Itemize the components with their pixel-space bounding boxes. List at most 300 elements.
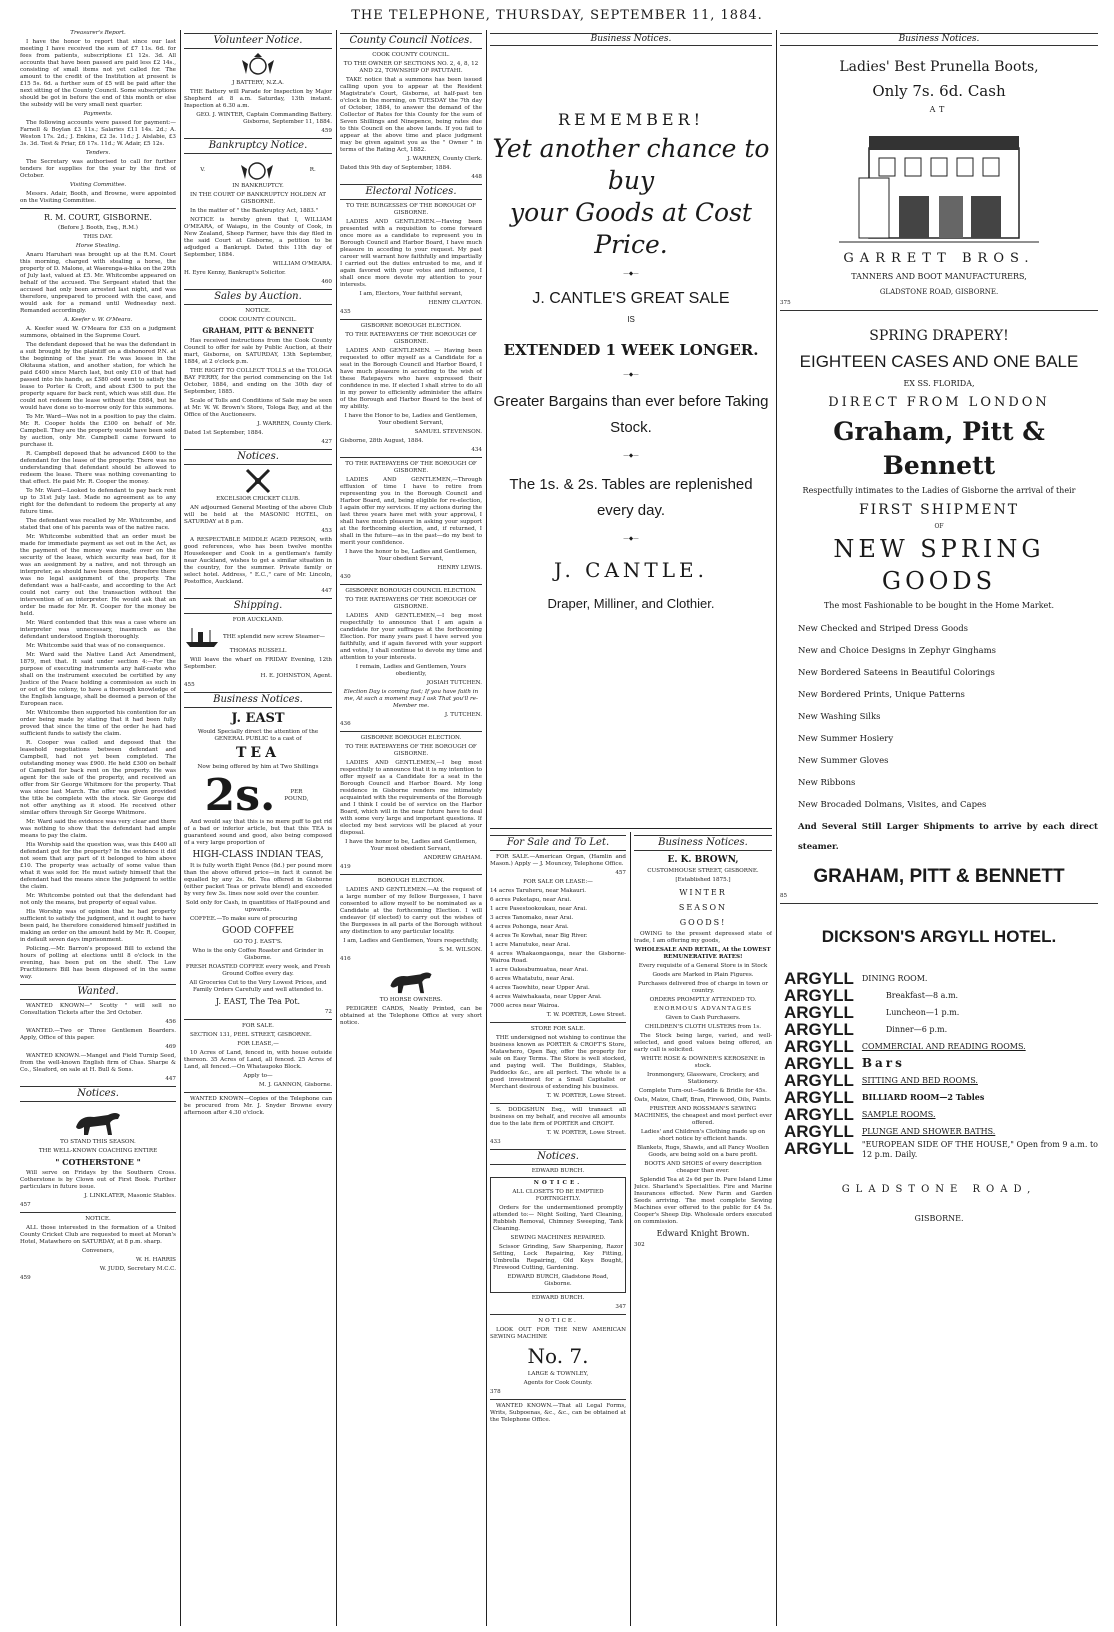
store-sign: T. W. PORTER, Lowe Street. <box>546 1093 626 1099</box>
election-head: BOROUGH ELECTION. <box>377 878 445 884</box>
store-title: STORE FOR SALE. <box>530 1026 586 1032</box>
auction-sign: J. WARREN, County Clerk. <box>257 421 332 427</box>
bankruptcy-matter: In the matter of " the Bankruptcy Act, 1883." <box>190 208 319 214</box>
brown-teas: Splendid Tea at 2s 6d per lb. Pure Island Lime Juice. Sharland's Specialities. Fire and Marine Insurances effected. New Farm and Garden Seeds arriving. The most complete Sewing Machines ever offered to the public for £4 5s. Cooper's Sheep Dip. Wholesale orders executed on commission. <box>634 1177 772 1225</box>
ship-body: Will leave the wharf on FRIDAY Evening, 12th September. <box>184 657 332 670</box>
tea-more: And would say that this is no mere puff to get rid of a bad or inferior article, but that this TEA is guaranteed sound and good, also being composed of a very large proportion of <box>184 819 332 846</box>
is-word: IS <box>627 315 635 324</box>
notices-heading: Notices. <box>184 449 332 465</box>
election-date: Gisborne, 28th August, 1884. <box>340 438 424 444</box>
ad-number: 435 <box>340 309 351 315</box>
hotel-item: COMMERCIAL AND READING ROOMS. <box>861 1042 1026 1051</box>
election-to: TO THE RATEPAYERS OF THE BOROUGH OF GISBORNE. <box>345 597 477 610</box>
townley-name: LARGE & TOWNLEY, <box>527 1371 589 1377</box>
hotel-item: Breakfast—8 a.m. <box>885 991 959 1000</box>
argyll-word: ARGYLL <box>784 1122 854 1141</box>
cost-price-line-2: your Goods at Cost Price. <box>510 198 752 259</box>
steamship-icon <box>184 626 220 648</box>
lease-item: 4 acres Waiwhakaata, near Upper Arai. <box>490 994 602 1000</box>
gpb-footer: GRAHAM, PITT & BENNETT <box>813 866 1065 887</box>
new-spring-goods: NEW SPRING GOODS <box>833 535 1045 595</box>
lease-item: 7000 acres near Wairoa. <box>490 1003 560 1009</box>
column-rule <box>180 30 181 1626</box>
ad-number: 427 <box>321 439 332 445</box>
bankruptcy-body: NOTICE is hereby given that I, WILLIAM O'MEARA, of Waiapu, in the County of Cook, in New Zealand, Sheep Farmer, have this day filed in the said Court at Gisborne, a petition to be adjudged a Bankrupt. Dated this 11th day of September, 1884. <box>184 217 332 258</box>
business-heading: Business Notices. <box>634 835 772 851</box>
per-pound: PER POUND, <box>284 789 309 802</box>
boots-ad: Ladies' Best Prunella Boots, <box>839 59 1039 75</box>
hotel-item: Luncheon—1 p.m. <box>885 1008 960 1017</box>
horse-illustration <box>68 1105 128 1137</box>
argyll-word: ARGYLL <box>784 1139 854 1158</box>
spring-drapery: SPRING DRAPERY! <box>869 328 1009 344</box>
notice2-body: ALL those interested in the formation of a United County Cricket Club are requested to meet at Moran's Hotel, Matawhero on SATURDAY, at 8 p.m. sharp. <box>20 1225 176 1245</box>
ad-number: 455 <box>184 682 195 688</box>
brown-wholesale: WHOLESALE AND RETAIL, At the LOWEST REMUNERATIVE RATES! <box>635 947 771 960</box>
royal-crest-icon <box>236 52 280 78</box>
owner-body: TAKE notice that a summons has been issued calling upon you to appear at the Resident Magistrate's Court, Gisborne, at half-past ten o'clock in the morning, on TUESDAY the 7th day of October, 1884, to answer the demand of the Collector of Rates for this County for the sum of Seven Shillings and Ninepence, being rates due to this Council on the above lands. If you fail to appear at the above time and place judgment may be given against you as the " Owner " in terms of the Rating Act, 1882. <box>340 77 482 153</box>
lease-item: 4 acres Pohonga, near Arai. <box>490 924 569 930</box>
extended-week: EXTENDED 1 WEEK LONGER. <box>503 341 759 359</box>
gpb-title: Graham, Pitt & Bennett <box>833 417 1045 480</box>
brown-sewing: FRISTER AND ROSSMAN'S SEWING MACHINES, the cheapest and most perfect ever offered. <box>634 1106 772 1126</box>
closet-detail: Orders for the undermentioned promptly attended to:— Night Soiling, Yard Cleaning, Rubbish Removal, Chimney Sweeping, Tank Cleaning. <box>493 1205 623 1232</box>
keefer-para: Mr. Whitcombe pointed out that the defendant had not only the means, but property of equal value. <box>20 893 176 906</box>
dodgshun-sign: T. W. PORTER, Lowe Street. <box>546 1130 626 1136</box>
lease-item: 1 acre Manutuke, near Arai. <box>490 942 571 948</box>
election-sign: HENRY LEWIS. <box>437 565 482 571</box>
indian-teas: HIGH-CLASS INDIAN TEAS, <box>192 850 324 860</box>
east-title: J. EAST <box>231 711 285 726</box>
payments-title: Payments. <box>83 111 113 117</box>
for-lease: FOR LEASE,— <box>237 1041 279 1047</box>
hotel-item: PLUNGE AND SHOWER BATHS. <box>861 1127 996 1136</box>
brown-requisite: Every requisite of a General Store is in Stock <box>638 963 768 969</box>
argyll-word: ARGYLL <box>784 969 854 988</box>
business-heading: Business Notices. <box>184 692 332 708</box>
wanted-heading: Wanted. <box>20 984 176 1000</box>
hotel-item: Dinner—6 p.m. <box>885 1025 948 1034</box>
court-sub: (Before J. Booth, Esq., R.M.) <box>58 225 138 231</box>
visiting-body: Messrs. Adair, Booth, and Browne, were appointed on the Visiting Committee. <box>20 191 176 204</box>
column-4a-for-sale <box>490 832 626 1626</box>
townley-agents: Agents for Cook County. <box>523 1380 593 1386</box>
lease-items: 10 Acres of Land, fenced in, with house outside thereon. 35 Acres of Land, all fenced. 25 Acres of Land, all fenced.—On Whataupoko Block. <box>184 1050 332 1070</box>
burch-foot: EDWARD BURCH. <box>531 1295 585 1301</box>
stud-title: TO STAND THIS SEASON. <box>60 1139 136 1145</box>
election-to: TO THE RATEPAYERS OF THE BOROUGH OF GISBORNE. <box>345 744 477 757</box>
notices-heading: Notices. <box>490 1149 626 1165</box>
tables-text: The 1s. & 2s. Tables are replenished every day. <box>509 476 753 519</box>
election-body: LADIES AND GENTLEMEN,—I beg most respectfully to announce that it is my intention to offer myself as a Candidate for a seat in the Borough Council and Harbor Board. My long residence in Gisborne renders me intimately acquainted with the requirements of the Borough and I think I could be of service on the Harbor Board, which will in the near future have to deal with some very large and important questions. If elected my best services will be placed at your disposal. <box>340 760 482 836</box>
ad-number: 347 <box>615 1304 626 1310</box>
brown-marked: Goods are Marked in Plain Figures. <box>652 972 754 978</box>
brown-owing: OWING to the present depressed state of trade, I am offering my goods, <box>634 931 772 944</box>
keefer-para: The defendant was recalled by Mr. Whitcombe, and stated that one of his parents was of the native race. <box>20 518 176 531</box>
keefer-para: Mr. Ward contended that this was a case where an interpreter was unnecessary, inasmuch as the defendant understood English thoroughly. <box>20 620 176 640</box>
eighteen-cases: EIGHTEEN CASES AND ONE BALE <box>799 352 1079 371</box>
brown-boots: BOOTS AND SHOES of every description cheaper than ever. <box>644 1161 762 1174</box>
argyll-word: ARGYLL <box>784 1088 854 1107</box>
apply-to: Apply to— <box>243 1073 273 1079</box>
storefront-illustration <box>839 118 1039 248</box>
election-sign: SAMUEL STEVENSON. <box>414 429 482 435</box>
notice2-sign: W. JUDD, Secretary M.C.C. <box>99 1266 176 1272</box>
vr-v: V. <box>200 166 206 173</box>
election-body: LADIES AND GENTLEMEN.—Having been presented with a requisition to come forward once more as a candidate to represent you in Borough Council and Harbor Board, I have much pleasure in acceding to your request. My past career will warrant how faithfully and impartially I carried out the duties entrusted to me, and if again favored with your votes and influence, I shall once more devote my attention to your interests. <box>340 219 482 288</box>
election-head: GISBORNE BOROUGH ELECTION. <box>360 323 462 329</box>
notice2-sign: W. H. HARRIS <box>135 1257 176 1263</box>
keefer-para: R. Campbell deposed that he advanced £400 to the defendant for the lease of the property. There was no understanding that defendant should be allowed to redeem the lease. There was nothing covenanting to that effect. He paid Mr. R. Cooper the money. <box>20 451 176 485</box>
ad-number: 434 <box>471 447 482 453</box>
for-sale: FOR SALE. <box>242 1023 274 1029</box>
ad-number: 469 <box>165 1044 176 1050</box>
good-coffee: GOOD COFFEE <box>222 926 294 936</box>
ad-number: 430 <box>340 574 351 580</box>
notices-heading: Notices. <box>20 1086 176 1102</box>
ad-number: 375 <box>780 300 791 306</box>
election-sign: S. M. WILSON. <box>439 947 482 953</box>
election-sign: J. TUTCHEN. <box>444 712 482 718</box>
dodgshun-ad: S. DODGSHUN Esq., will transact all business on my behalf, and receive all amounts due to the late firm of PORTER and CROFT. <box>490 1107 626 1127</box>
ad-number: 448 <box>471 174 482 180</box>
election-body: LADIES AND GENTLEMEN.—At the request of a large number of my fellow Burgesses, I have consented to allow myself to be nominated as a Candidate at the forthcoming Election. I will endeavor (if elected) to carry out the wishes of the Burgesses in all parts of the Borough without any distinction to any particular locality. <box>340 887 482 935</box>
brown-advantages: ENORMOUS ADVANTAGES <box>653 1006 753 1012</box>
brown-stock: The Stock being large, varied, and well-selected, and good values being offered, an early call is solicited. <box>634 1033 772 1053</box>
ad-number: 459 <box>321 128 332 134</box>
in-bankruptcy: IN BANKRUPTCY. <box>232 183 284 189</box>
brown-oats: Oats, Maize, Chaff, Bran, Firewood, Oils, Paints. <box>634 1097 772 1103</box>
horse-body: Anaru Haruhari was brought up at the R.M. Court this morning, charged with stealing a horse, the property of D. Malone, at Waerenga-a-hika on the 29th of July last, valued at £5. Mr. Whitcombe appeared on behalf of the accused. The Sergeant stated that the accused had only been arrested last night, and was therefore, unprepared to proceed with the case, and would ask for a remand until Wednesday next. Remanded accordingly. <box>20 252 176 314</box>
hotel-item: DINING ROOM. <box>861 974 928 983</box>
keefer-para: Mr. Whitcombe said that was of no consequence. <box>26 643 166 649</box>
steamer-text: THE splendid new screw Steamer— <box>223 633 325 640</box>
election-close: I remain, Ladies and Gentlemen, Yours obediently, <box>355 664 467 677</box>
keefer-para: His Worship said the question was, was this £400 all defendant got for the property? In the evidence it did not seem that any part of it belonged to him above £10. The property was actually of some value than what it was sold for. He must satisfy himself that the defendant had the means since the judgment to settle the claim. <box>20 842 176 890</box>
argyll-word: ARGYLL <box>784 1105 854 1124</box>
column-4b-brown <box>634 832 772 1626</box>
election-close: I have the Honor to be, Ladies and Gentlemen, Your obedient Servant, <box>344 413 478 426</box>
keefer-para: Mr. Whitcombe then supported his contention for an order being made by stating that it had been fully proved that since the time of the order he had had sufficient funds to satisfy the claim. <box>20 710 176 737</box>
brown-established: [Established 1875.] <box>675 877 731 883</box>
auction-body: Has received instructions from the Cook County Council to offer for sale by Public Auction, at their mart, Gisborne, on SATURDAY, 13th September, 1884, at 2 o'clock p.m. <box>184 338 332 365</box>
tenders-body: The Secretary was authorised to call for further tenders for supplies for the year by the first of October. <box>20 159 176 179</box>
stud-body: THE WELL-KNOWN COACHING ENTIRE <box>38 1148 158 1154</box>
bankruptcy-solicitor: H. Eyre Kenny, Bankrupt's Solicitor. <box>184 270 286 276</box>
lease-item: 4 acres Taowhito, near Upper Arai. <box>490 985 590 991</box>
lease-item: 4 acres Te Kowhai, near Big River. <box>490 933 588 939</box>
brown-delivered: Purchases delivered free of charge in town or country. <box>638 981 768 994</box>
report-body: I have the honor to report that since our last meeting I have received the sum of £7 11s. 6d. for fees from patients, subscriptions £1 12s. 3d. All accounts that have been passed are paid less £2 14s., consisting of small items not yet called for. The amount to the credit of the Institution at present is £15 5s. 6d. a further sum of £5 will be paid after the next sitting of the County Council. Some subscriptions should be got in before the end of this month or else the subsidy will be very small next quarter. <box>20 39 176 108</box>
argyll-word: ARGYLL <box>784 986 854 1005</box>
ad-number: 419 <box>340 864 351 870</box>
election-head: GISBORNE BOROUGH ELECTION. <box>360 735 462 741</box>
lease-item: 14 acres Taruheru, near Makauri. <box>490 888 586 894</box>
brown-name: E. K. BROWN, <box>667 855 739 865</box>
first-shipment: FIRST SHIPMENT <box>858 502 1020 518</box>
brown-turnout: Complete Turn-out—Saddle & Bridle for 45s. <box>639 1088 767 1094</box>
ship-name: THOMAS RUSSELL <box>229 648 287 654</box>
hotel-item: SAMPLE ROOMS. <box>861 1110 936 1119</box>
ad-number: 453 <box>321 528 332 534</box>
goods-item: New Checked and Striped Dress Goods <box>798 624 969 634</box>
bargains-text: Greater Bargains than ever before Taking Stock. <box>493 393 769 436</box>
election-to: TO THE RATEPAYERS OF THE BOROUGH OF GISBORNE. <box>345 461 477 474</box>
owner-date: Dated this 9th day of September, 1884. <box>340 165 452 171</box>
goods-item: New Washing Silks <box>798 712 881 722</box>
election-close: I have the honor to be, Ladies and Gentlemen, Your most obedient Servant, <box>345 839 477 852</box>
court-day: THIS DAY. <box>83 234 113 240</box>
keefer-para: Mr. Whitcombe submitted that an order must be made for immediate payment as set out in the Act, as the payment of the money was made over on the security of the lease, which security was bad, for it was an assignment by a native, and not through an interpreter, as should have been done, therefore there was no legal assignment of the property. The defendant was a half-caste, and according to the Act could not carry out the transaction without the intervention of an interpreter. He would ask that an order be made for Mr. R. Cooper for the money be held. <box>20 534 176 617</box>
wanted-item: WANTED KNOWN—" Scotty " will sell no Consultation Tickets after the 3rd October. <box>20 1003 176 1016</box>
argyll-word: ARGYLL <box>784 1020 854 1039</box>
report-title: Treasurer's Report. <box>70 30 126 36</box>
goods-item: New Summer Gloves <box>798 756 889 766</box>
hotel-item: SITTING AND BED ROOMS. <box>861 1076 978 1085</box>
visiting-title: Visiting Committee. <box>69 182 127 188</box>
coffee-only: Who is the only Coffee Roaster and Grinder in Gisborne. <box>192 948 324 961</box>
goods-item: New and Choice Designs in Zephyr Ginghams <box>798 646 997 656</box>
tea-title: TEA <box>236 745 280 761</box>
forms-ad: WANTED KNOWN.—That all Legal Forms, Writs, Subpoenas, &c., &c., can be obtained at the Telephone Office. <box>490 1403 626 1423</box>
auction-date: Dated 1st September, 1884. <box>184 430 264 436</box>
direct-london: DIRECT FROM LONDON <box>828 395 1050 410</box>
election-body: LADIES AND GENTLEMEN,—Through effluxion of time I have to retire from representing you in the Borough Council and Harbor Board, and, being eligible for re-election, I again offer my services. If my actions during the last three years have met with your approval, I shall have much pleasure in asking your support at the forthcoming election, and, if returned, I shall in the future—as in the past—do my best to merit your confidence. <box>340 477 482 546</box>
cantle-trade: Draper, Milliner, and Clothier. <box>547 596 715 611</box>
goods-item: New Ribbons <box>798 778 856 788</box>
ad-number: 416 <box>340 956 351 962</box>
column-4-cantle: Business Notices. REMEMBER! Yet another chance to buy your Goods at Cost Price. —◆— J. CANTLE'S GREAT SALE IS EXTENDED 1 WEEK LONGER. —◆— Greater Bargains than ever before Taking Stock. —◆— The 1s. & 2s. Tables are replenished every day. —◆— J. CANTLE. Draper, Milliner, and Clothier. <box>490 30 772 822</box>
store-body: THE undersigned not wishing to continue the business known as PORTER & CROFT'S Store, Matawhero, Open Bay, offer the property for sale on Easy Terms. The Store is well stocked, and paying well. The Buildings, Stables, Paddocks &c., are all perfect. The whole is a good investment for a Small Capitalist or Merchant desirous of extending his business. <box>490 1035 626 1090</box>
brown-cash: Given to Cash Purchasers. <box>665 1015 741 1021</box>
gpb-intimate: Respectfully intimates to the Ladies of Gisborne the arrival of their <box>802 486 1076 495</box>
sale-lease: FOR SALE OR LEASE:— <box>523 879 593 885</box>
auctioneer-name: GRAHAM, PITT & BENNETT <box>202 326 314 335</box>
ad-number: 459 <box>20 1275 31 1281</box>
burch-sign: EDWARD BURCH, Gladstone Road, Gisborne. <box>507 1274 609 1287</box>
royal-crest-icon <box>237 157 277 183</box>
goods-item: New Bordered Prints, Unique Patterns <box>798 690 965 700</box>
ferry-terms: Scale of Tolls and Conditions of Sale may be seen at Mr. W. W. Brown's Store, Tologa Bay, and at the Office of the Auctioneers. <box>184 398 332 418</box>
council-heading: County Council Notices. <box>340 33 482 49</box>
tanners: TANNERS AND BOOT MANUFACTURERS, <box>851 272 1027 281</box>
cost-price-line-1: Yet another chance to buy <box>492 134 770 195</box>
horse-title: Horse Stealing. <box>75 243 121 249</box>
lease-item: 6 acres Whatatutu, near Arai. <box>490 976 575 982</box>
amer-body: LOOK OUT FOR THE NEW AMERICAN SEWING MACHINE <box>490 1327 626 1340</box>
keefer-para: Mr. Ward said the evidence was very clear and there was nothing to show that the defendant had ample means to pay the claim. <box>20 819 176 839</box>
brown-goods: GOODS! <box>679 918 727 927</box>
ad-number: 436 <box>340 721 351 727</box>
brown-season: SEASON <box>678 903 728 912</box>
vr-r: R. <box>309 166 316 173</box>
notice-label: NOTICE. <box>533 1180 583 1186</box>
argyll-word: ARGYLL <box>784 1003 854 1022</box>
lease-item: 3 acres Tanomako, near Arai. <box>490 915 574 921</box>
column-2 <box>184 30 332 1626</box>
boots-price: Only 7s. 6d. Cash <box>872 82 1006 100</box>
shipping-heading: Shipping. <box>184 598 332 614</box>
keefer-para: Mr. Ward said the Native Land Act Amendment, 1879, met that. It said under section 4:—For the purpose of executing instruments any half-caste who shall on the instrument executed be certified by any Justice of the Peace holding a commission as such in or out of the colony, to have a thorough knowledge of the English language, shall be deemed a person of the European race. <box>20 652 176 707</box>
keefer-para: A. Keefer sued W. O'Meara for £35 on a judgment summons, obtained in the Supreme Court. <box>20 326 176 339</box>
tea-pot: J. EAST, The Tea Pot. <box>215 997 301 1006</box>
keefer-para: R. Cooper was called and deposed that the leasehold negotiations between defendant and Campbell, had not yet been completed. The outstanding money was £900. He held £300 on behalf of Campbell for back rent on the property. He was agent for the sale of the property, and received an offer from Sir George Whitmore for the property. That was since last March. The offer was given provided the title be complete with the stock. Sir George did not offer anything as it stood. He received other similar offers through Sir George Whitmore. <box>20 740 176 816</box>
tea-worth: It is fully worth Eight Pence (8d.) per pound more than the above offered price—in fact it cannot be equalled by any 2s. 6d. Tea offered in Gisborne (either packet Teas or private blend) and exceeded by very few 3s. lines now sold over the counter. <box>184 863 332 897</box>
ferry-tolls: THE RIGHT TO COLLECT TOLLS at the TOLOGA BAY FERRY, for the period commencing on the 1st October, 1884, and ending on the 30th day of September, 1885. <box>184 368 332 395</box>
tea-body: Now being offered by him at Two Shillings <box>197 764 319 770</box>
auction-heading: Sales by Auction. <box>184 289 332 305</box>
keefer-para: His Worship was of opinion that he had property sufficient to satisfy the judgment, and it ought to have been paid, he therefore considered himself justified in making an order on the amount held by Mr. R. Cooper, in default seven days imprisonment. <box>20 909 176 943</box>
to-owner: TO THE OWNER OF SECTIONS NO. 2, 4, 8, 12 AND 22, TOWNSHIP OF PATUTAHI. <box>343 61 479 74</box>
battery-body: THE Battery will Parade for Inspection by Major Shepherd at 8 a.m. Saturday, 13th instant. Inspection at 6.30 a.m. <box>184 89 332 109</box>
closets: ALL CLOSETS TO BE EMPTIED FORTNIGHTLY. <box>512 1189 604 1202</box>
stud-name: " COTHERSTONE " <box>55 1157 141 1167</box>
council-name: COOK COUNTY COUNCIL. <box>372 52 450 58</box>
tenders-title: Tenders. <box>85 150 111 156</box>
machines: SEWING MACHINES REPAIRED. <box>510 1235 606 1241</box>
section-sale: SECTION 131, PEEL STREET, GISBORNE. <box>190 1032 312 1038</box>
ad-number: 457 <box>615 870 626 876</box>
notice2-conv: Conveners, <box>82 1248 114 1254</box>
crossed-bats-icon <box>243 468 273 494</box>
electoral-heading: Electoral Notices. <box>340 184 482 200</box>
stud-sign: J. LINKLATER, Masonic Stables. <box>84 1193 176 1199</box>
ad-number: 447 <box>165 1076 176 1082</box>
hotel-item: BILLIARD ROOM—2 Tables <box>861 1092 985 1102</box>
election-body: LADIES AND GENTLEMEN,—I beg most respectfully to announce that I am again a candidate for your suffrages at the forthcoming Election. For many years past I have served you faithfully, and if again favored with your support and votes, I shall continue to devote my time and attention to your interests. <box>340 613 482 661</box>
column-rule <box>336 30 337 1626</box>
council-name: COOK COUNTY COUNCIL. <box>219 317 297 323</box>
ad-number: 85 <box>780 893 788 899</box>
ad-number: 378 <box>490 1389 501 1395</box>
machines-detail: Scissor Grinding, Saw Sharpening, Razor Setting, Lock Repairing, Key Fitting, Umbrella Repairing, Old Keys Bought, Firewood Cutting, Gardening. <box>493 1244 623 1271</box>
election-close: I am, Ladies and Gentlemen, Yours respectfully, <box>343 938 479 944</box>
election-close: I have the honor to be, Ladies and Gentlemen, Your obedient Servant, <box>345 549 477 562</box>
amer-notice: NOTICE. <box>538 1318 578 1324</box>
ad-number: 447 <box>321 588 332 594</box>
for-sale-heading: For Sale and To Let. <box>490 835 626 851</box>
business-heading: Business Notices. <box>780 33 1098 46</box>
court-title: R. M. COURT, GISBORNE. <box>44 213 152 222</box>
notice-label: NOTICE. <box>245 308 271 314</box>
brown-ulsters: CHILDREN'S CLOTH ULSTERS from 1s. <box>644 1024 762 1030</box>
garrett-bros: GARRETT BROS. <box>843 251 1035 266</box>
brown-blankets: Blankets, Rugs, Shawls, and all Fancy Woollen Goods, are being sold on a bare profit. <box>637 1145 769 1158</box>
burch-head: EDWARD BURCH. <box>531 1168 585 1174</box>
price-2s: 2s. <box>204 770 276 821</box>
horse-illustration <box>383 965 439 995</box>
argyll-word: ARGYLL <box>784 1054 854 1073</box>
groceries: All Groceries Cut to the Very Lowest Prices, and Family Orders Carefully and well attended to. <box>189 980 327 993</box>
horse-owners: TO HORSE OWNERS. <box>379 997 443 1003</box>
election-to: TO THE RATEPAYERS OF THE BOROUGH OF GISBORNE. <box>345 332 477 345</box>
brown-orders: ORDERS PROMPTLY ATTENDED TO. <box>649 997 757 1003</box>
election-sign: ANDREW GRAHAM. <box>423 855 482 861</box>
for-auckland: FOR AUCKLAND. <box>232 617 284 623</box>
go-to-east: GO TO J. EAST'S. <box>233 939 283 945</box>
election-close: I am, Electors, Your faithful servant, <box>359 291 463 297</box>
keefer-para: The defendant deposed that he was the defendant in a suit brought by the plaintiff on a dishonored P.N. at the beginning of the year. He was lessee in the Okitauna station, and another station, for which he paid £400 since March last, but only £10 of that had passed into his hands, as £380 odd went to satisfy the lease to Porter & Croft, and about £300 to put the property square for back rent, which was still due. He could not redeem the lease without the £684, but he would have done so to-morrow only for this summons. <box>20 342 176 411</box>
argyll-word: ARGYLL <box>784 1037 854 1056</box>
masthead: THE TELEPHONE, THURSDAY, SEPTEMBER 11, 1884. <box>351 8 763 23</box>
brown-ladies: Ladies' and Children's Clothing made up on short notice by efficient hands. <box>640 1129 766 1142</box>
notice2-title: NOTICE. <box>85 1216 111 1222</box>
wanted-item: WANTED.—Two or Three Gentlemen Boarders. Apply, Office of this paper. <box>20 1028 176 1041</box>
gannon-sign: M. J. GANNON, Gisborne. <box>258 1082 332 1088</box>
housekeeper-ad: A RESPECTABLE MIDDLE AGED PERSON, with good references, who has been twelve months Housekeeper and Cook in a gentleman's family near Auckland, wishes to get a similar situation in the country, for the summer. Private family or select hotel. Address, " E.C.," care of Mr. Lincoln, Postoffice, Auckland. <box>184 537 332 585</box>
section-rule <box>490 828 772 829</box>
wanted-known-copies: WANTED KNOWN—Copies of the Telephone can be procured from Mr. J. Snyder Browne every afternoon after 4.30 o'clock. <box>184 1096 332 1116</box>
election-sign: HENRY CLAYTON. <box>428 300 482 306</box>
election-to: TO THE BURGESSES OF THE BOROUGH OF GISBORNE. <box>345 203 477 216</box>
lease-item: 6 acres Puketapu, near Arai. <box>490 897 572 903</box>
goods-item: New Brocaded Dolmans, Visites, and Capes <box>798 800 987 810</box>
wanted-item: WANTED KNOWN.—Mangel and Field Turnip Seed, from the well-known English firm of Chas. Sharpe & Co., Sleaford, on sale at H. Bull & Sons. <box>20 1053 176 1073</box>
great-sale-title: J. CANTLE'S GREAT SALE <box>532 290 730 307</box>
column-3 <box>340 30 482 1626</box>
brown-ironmongery: Ironmongery, Glassware, Crockery, and Stationery. <box>647 1072 759 1085</box>
goods-item: New Bordered Sateens in Beautiful Colorings <box>798 668 995 678</box>
lease-item: 1 acre Oakeabumuatua, near Arai. <box>490 967 589 973</box>
of-word: OF <box>934 523 944 530</box>
bankruptcy-court: IN THE COURT OF BANKRUPTCY HOLDEN AT GISBORNE. <box>189 192 327 205</box>
fashionable: The most Fashionable to be bought in the Home Market. <box>823 601 1055 610</box>
bankruptcy-heading: Bankruptcy Notice. <box>184 138 332 154</box>
police-para: Policing.—Mr. Barron's proposed Bill to extend the hours of polling at elections until 8 o'clock in the evening, has been put on the shelf. The Law Practitioners Bill has been disposed of in the same way. <box>20 946 176 980</box>
keefer-title: A. Keefer v. W. O'Meara. <box>63 317 133 323</box>
brown-winter: WINTER <box>679 888 727 897</box>
hotel-title: DICKSON'S ARGYLL HOTEL. <box>821 927 1057 946</box>
hotel-item: "EUROPEAN SIDE OF THE HOUSE," Open from 9 a.m. to 12 p.m. Daily. <box>861 1140 1098 1159</box>
brown-addr: CUSTOMHOUSE STREET, GISBORNE. <box>647 868 759 874</box>
cantle-name: J. CANTLE. <box>553 558 708 582</box>
ad-number: 456 <box>165 1019 176 1025</box>
election-verse: Election Day is coming fast; If you have faith in me, At such a moment may I ask That you'll re-Member me. <box>343 689 479 709</box>
gladstone-road: GLADSTONE ROAD, GISBORNE. <box>879 288 999 296</box>
roasted-coffee: FRESH ROASTED COFFEE every week, and Fresh Ground Coffee every day. <box>185 964 331 977</box>
lease-sign: T. W. PORTER, Lowe Street. <box>546 1012 626 1018</box>
column-rule <box>630 832 631 1626</box>
election-head: GISBORNE BOROUGH COUNCIL ELECTION. <box>345 588 477 594</box>
lease-item: 1 acre Pasestookoukau, near Arai. <box>490 906 588 912</box>
hotel-address: GLADSTONE ROAD, <box>841 1184 1037 1195</box>
pedigree-cards: PEDIGREE CARDS, Neatly Printed, can be obtained at the Telephone Office at very short notice. <box>340 1006 482 1026</box>
coffee-intro: COFFEE.—To make sure of procuring <box>190 916 298 922</box>
ad-number: 72 <box>324 1009 332 1015</box>
ad-number: 433 <box>490 1139 501 1145</box>
ex-florida: EX SS. FLORIDA, <box>903 379 975 388</box>
column-5 <box>780 30 1098 1626</box>
organ-ad: FOR SALE.—American Organ, (Hamlin and Mason.) Apply — J. Mouncey, Telephone Office. <box>490 854 626 867</box>
remember-heading: REMEMBER! <box>557 110 705 129</box>
lease-item: 4 acres Whakaongaonga, near the Gisborne-Wairoa Road. <box>490 951 626 964</box>
hotel-town: GISBORNE. <box>914 1214 964 1223</box>
column-rule <box>776 30 777 1626</box>
machine-no7: No. 7. <box>527 1344 589 1368</box>
cash-only: Sold only for Cash, in quantities of Half-pound and upwards. <box>186 900 330 913</box>
stud-detail: Will serve on Fridays by the Southern Cross. Cotherstone is by Clown out of First Book. Further particulars in future issue. <box>20 1170 176 1190</box>
keefer-para: To Mr. Ward—Looked to defendant to pay back rent up to 31st July last. Made no agreement as to any right for the defendant to redeem the property at any future time. <box>20 488 176 515</box>
boots-at: AT <box>929 105 949 114</box>
cricket-body: AN adjourned General Meeting of the above Club will be held at the MASONIC HOTEL, on SATURDAY at 8 p.m. <box>184 505 332 525</box>
business-heading: Business Notices. <box>490 33 772 46</box>
ship-sign: H. E. JOHNSTON, Agent. <box>260 673 332 679</box>
hotel-item: Bars <box>861 1056 905 1070</box>
battery-title: J BATTERY, N.Z.A. <box>232 80 284 86</box>
keefer-para: To Mr. Ward—Was not in a position to pay the claim. Mr. R. Cooper holds the £300 on behalf of Mr. Campbell. They are the property would have been sold by auction, only Mr. Campbell came forward to purchase it. <box>20 414 176 448</box>
ad-number: 302 <box>634 1242 645 1248</box>
goods-item: And Several Still Larger Shipments to arrive by each direct steamer. <box>798 822 1098 852</box>
